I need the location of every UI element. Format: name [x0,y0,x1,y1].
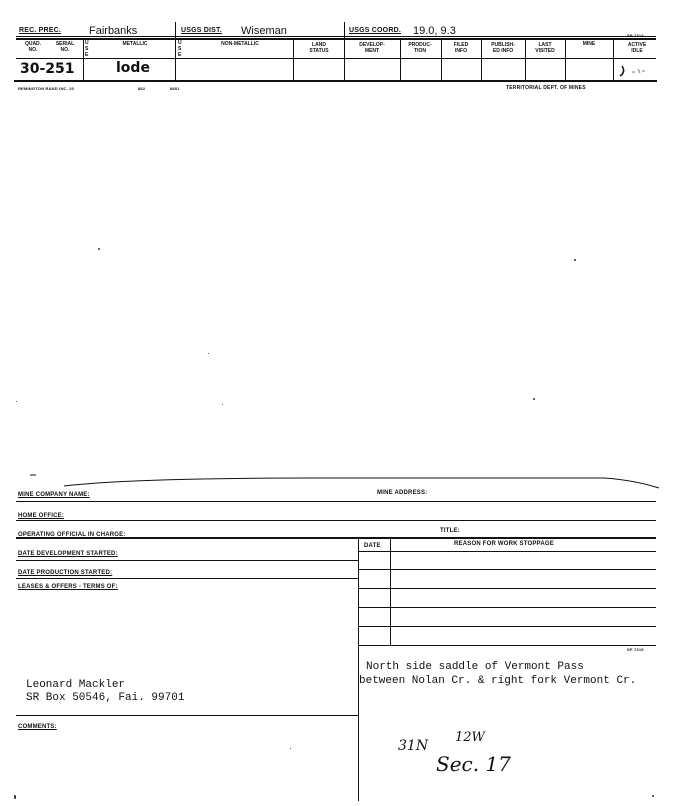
speck [14,795,16,799]
stoppage-row [358,607,656,608]
center-divider [358,537,359,801]
speck [16,401,17,402]
speck [98,248,100,250]
col-development: DEVELOP- MENT [359,42,385,54]
quad-serial-value: 30-251 [20,61,75,77]
col-filed-info: FILED INFO [453,42,469,54]
date-col-divider [390,537,391,645]
range-handwriting: 12W [455,730,485,745]
stoppage-row [358,588,656,589]
header-rule-thick [16,38,656,40]
col-metallic: METALLIC [122,41,148,47]
title-label: TITLE: [440,528,460,534]
divider [344,22,345,80]
speck [208,353,209,354]
col-quad-no: QUAD. NO. [24,41,42,53]
pencil-mark [612,63,652,79]
col-non-metallic: NON-METALLIC [221,41,259,47]
comments-rule [16,715,358,716]
col-published-info: PUBLISH- ED INFO [491,42,515,54]
date-col-label: DATE [364,543,381,549]
curved-top-rule [14,472,664,492]
speck [533,398,535,400]
row-rule [16,501,656,502]
usgs-coord-value: 19.0, 9.3 [413,25,456,37]
stoppage-row [358,645,656,646]
usgs-coord-label: USGS COORD. [349,27,401,34]
col-use-2: U S E [178,40,182,58]
usgs-dist-label: USGS DIST. [181,27,222,34]
comments-label: COMMENTS: [18,724,57,730]
usgs-dist-value: Wiseman [241,25,287,37]
section-handwriting: Sec. 17 [436,752,511,776]
date-production-started-label: DATE PRODUCTION STARTED: [18,570,113,576]
row-rule [16,537,656,539]
speck [574,259,576,261]
printer-code-2: 8801 [170,86,180,91]
rec-prec-label: REC. PREC. [19,27,62,34]
stoppage-row [358,569,656,570]
speck [652,795,654,797]
col-last-visited: LAST VISITED [535,42,555,54]
row-rule [16,520,656,521]
card-bottom-rule [14,80,657,82]
col-production: PRODUC- TION [408,42,432,54]
mine-company-name-label: MINE COMPANY NAME: [18,492,90,498]
col-active-idle: ACTIVE IDLE [627,42,647,54]
stoppage-header-rule [358,551,656,552]
location-line-1: North side saddle of Vermont Pass [366,661,584,673]
row-rule [16,578,358,579]
department-imprint: TERRITORIAL DEPT. OF MINES [506,85,586,91]
rec-prec-value: Fairbanks [89,25,138,37]
location-line-2: between Nolan Cr. & right fork Vermont Cr. [359,675,637,687]
home-office-label: HOME OFFICE: [18,513,65,519]
speck [290,748,291,749]
mine-address-label: MINE ADDRESS: [377,490,428,496]
printer-imprint: REMINGTON RAND INC. 20 [18,86,75,91]
divider [293,39,294,80]
date-development-started-label: DATE DEVELOPMENT STARTED: [18,551,118,557]
owner-address: SR Box 50546, Fai. 99701 [26,692,185,704]
leases-offers-label: LEASES & OFFERS - TERMS OF: [18,584,118,590]
owner-name: Leonard Mackler [26,679,126,691]
divider [83,39,84,80]
stoppage-row [358,626,656,627]
header-form-code: SP 7314 [627,33,644,38]
col-serial-no: SERIAL NO. [55,41,75,53]
printer-code-1: 882 [138,86,146,91]
reason-col-label: REASON FOR WORK STOPPAGE [454,541,554,547]
divider [175,22,176,80]
speck [222,404,223,405]
township-handwriting: 31N [398,738,429,754]
operating-official-label: OPERATING OFFICIAL IN CHARGE: [18,532,126,538]
col-use-1: U S E [85,40,89,58]
metallic-value: lode [116,60,150,76]
lower-form-code: SP 7315 [627,647,644,652]
header-row-rule [16,58,656,59]
col-land-status: LAND STATUS [309,42,329,54]
row-rule [16,560,358,561]
col-mine: MINE [582,41,596,47]
